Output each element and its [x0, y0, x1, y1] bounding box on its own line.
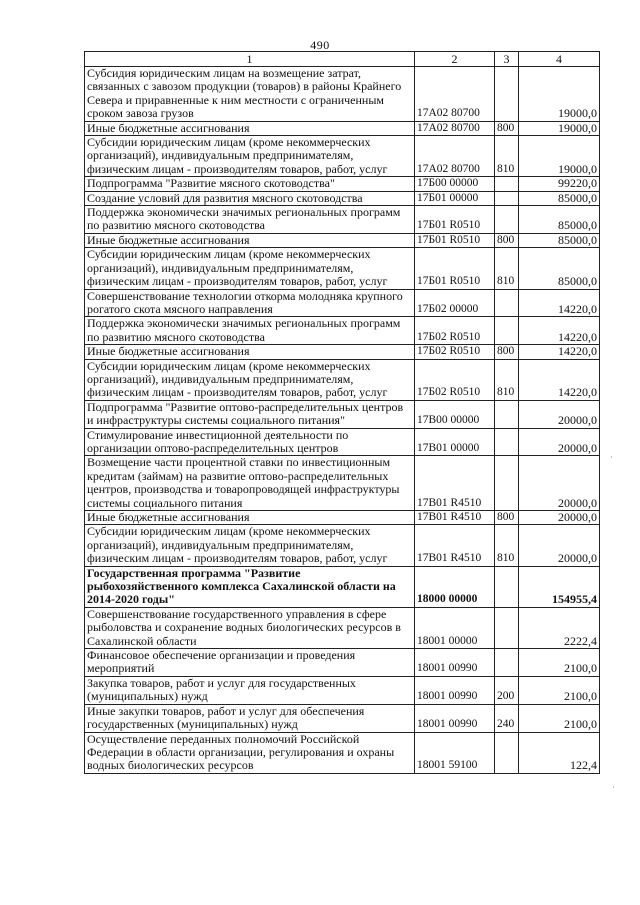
row-code-cell: 17А02 80700 [415, 136, 495, 177]
row-type-cell: 240 [495, 704, 519, 732]
row-amount-cell: 85000,0 [519, 233, 600, 247]
table-row [85, 428, 600, 456]
row-amount-cell: 2222,4 [519, 607, 600, 648]
row-type-cell [495, 649, 519, 677]
row-code-cell: 17В00 00000 [415, 400, 495, 428]
table-row [85, 317, 600, 345]
table-row [85, 359, 600, 400]
row-type-cell [495, 177, 519, 191]
row-amount-cell: 99220,0 [519, 177, 600, 191]
row-name-cell: Субсидии юридическим лицам (кроме некоммерческих организаций), индивидуальным предпринимателям, физическим лицам - производителям товаров, работ, услуг [85, 136, 415, 177]
row-amount-cell: 2100,0 [519, 676, 600, 704]
row-name-cell: Субсидии юридическим лицам (кроме некоммерческих организаций), индивидуальным предпринимателям, физическим лицам - производителям товаров, работ, услуг [85, 525, 415, 566]
row-name-cell: Закупка товаров, работ и услуг для государственных (муниципальных) нужд [85, 676, 415, 704]
row-type-cell [495, 607, 519, 648]
row-type-cell: 800 [495, 121, 519, 135]
row-name-cell: Стимулирование инвестиционной деятельности по организации оптово-распределительных центров [85, 428, 415, 456]
row-code-cell: 18001 59100 [415, 732, 495, 773]
row-amount-cell: 85000,0 [519, 191, 600, 205]
row-amount-cell: 14220,0 [519, 345, 600, 359]
column-header-name: 1 [85, 52, 415, 67]
row-type-cell [495, 67, 519, 122]
page-number: 490 [310, 38, 330, 52]
row-amount-cell: 20000,0 [519, 456, 600, 511]
row-amount-cell: 154955,4 [519, 566, 600, 607]
row-type-cell [495, 400, 519, 428]
row-type-cell: 810 [495, 136, 519, 177]
row-amount-cell: 14220,0 [519, 317, 600, 345]
row-code-cell: 17Б02 R0510 [415, 317, 495, 345]
scan-mark: · [612, 782, 615, 792]
row-type-cell: 810 [495, 248, 519, 289]
table-row [85, 607, 600, 648]
row-type-cell: 200 [495, 676, 519, 704]
row-code-cell: 17Б01 R0510 [415, 248, 495, 289]
table-row [85, 566, 600, 607]
row-amount-cell: 85000,0 [519, 206, 600, 234]
row-code-cell: 18001 00990 [415, 649, 495, 677]
row-type-cell: 800 [495, 233, 519, 247]
row-name-cell: Совершенствование государственного управления в сфере рыболовства и сохранение водных биологических ресурсов в Сахалинской области [85, 607, 415, 648]
table-row [85, 233, 600, 247]
row-name-cell: Совершенствование технологии откорма молодняка крупного рогатого скота мясного направления [85, 289, 415, 317]
row-name-cell: Возмещение части процентной ставки по инвестиционным кредитам (займам) на развитие оптово-распределительных центров, производства и товаропроводящей инфраструктуры системы социального питания [85, 456, 415, 511]
table-row [85, 191, 600, 205]
row-name-cell: Иные бюджетные ассигнования [85, 511, 415, 525]
row-code-cell: 17В01 R4510 [415, 456, 495, 511]
row-name-cell: Иные бюджетные ассигнования [85, 233, 415, 247]
table-header-row [85, 52, 600, 67]
row-name-cell: Государственная программа "Развитие рыбохозяйственного комплекса Сахалинской области на 2014-2020 годы" [85, 566, 415, 607]
row-code-cell: 17Б00 00000 [415, 177, 495, 191]
row-name-cell: Осуществление переданных полномочий Российской Федерации в области организации, регулирования и охраны водных биологических ресурсов [85, 732, 415, 773]
table-row [85, 248, 600, 289]
table-row [85, 456, 600, 511]
row-code-cell: 17Б02 R0510 [415, 359, 495, 400]
row-code-cell: 17А02 80700 [415, 67, 495, 122]
table-row [85, 704, 600, 732]
column-header-code: 2 [415, 52, 495, 67]
row-name-cell: Подпрограмма "Развитие мясного скотоводства" [85, 177, 415, 191]
row-amount-cell: 20000,0 [519, 511, 600, 525]
row-name-cell: Субсидия юридическим лицам на возмещение затрат, связанных с завозом продукции (товаров) в районы Крайнего Севера и приравненные к ним местности с ограниченным сроком завоза грузов [85, 67, 415, 122]
row-code-cell: 17Б02 00000 [415, 289, 495, 317]
row-type-cell [495, 428, 519, 456]
row-code-cell: 17Б01 R0510 [415, 233, 495, 247]
row-code-cell: 18001 00990 [415, 676, 495, 704]
row-name-cell: Создание условий для развития мясного скотоводства [85, 191, 415, 205]
row-amount-cell: 19000,0 [519, 136, 600, 177]
table-row [85, 525, 600, 566]
table-row [85, 732, 600, 773]
table-row [85, 511, 600, 525]
row-type-cell [495, 206, 519, 234]
row-amount-cell: 122,4 [519, 732, 600, 773]
row-code-cell: 17Б02 R0510 [415, 345, 495, 359]
row-name-cell: Поддержка экономически значимых региональных программ по развитию мясного скотоводства [85, 317, 415, 345]
row-name-cell: Субсидии юридическим лицам (кроме некоммерческих организаций), индивидуальным предпринимателям, физическим лицам - производителям товаров, работ, услуг [85, 248, 415, 289]
row-type-cell [495, 289, 519, 317]
table-row [85, 289, 600, 317]
column-header-amount: 4 [519, 52, 600, 67]
row-name-cell: Подпрограмма "Развитие оптово-распределительных центров и инфраструктуры системы социального питания" [85, 400, 415, 428]
row-code-cell: 18001 00990 [415, 704, 495, 732]
row-amount-cell: 14220,0 [519, 359, 600, 400]
table-row [85, 136, 600, 177]
row-name-cell: Субсидии юридическим лицам (кроме некоммерческих организаций), индивидуальным предпринимателям, физическим лицам - производителям товаров, работ, услуг [85, 359, 415, 400]
row-name-cell: Поддержка экономически значимых региональных программ по развитию мясного скотоводства [85, 206, 415, 234]
row-amount-cell: 19000,0 [519, 67, 600, 122]
row-code-cell: 17А02 80700 [415, 121, 495, 135]
row-code-cell: 18000 00000 [415, 566, 495, 607]
row-type-cell: 800 [495, 345, 519, 359]
column-header-type: 3 [495, 52, 519, 67]
row-amount-cell: 85000,0 [519, 248, 600, 289]
row-type-cell: 800 [495, 511, 519, 525]
row-type-cell [495, 456, 519, 511]
table-row [85, 676, 600, 704]
row-name-cell: Иные бюджетные ассигнования [85, 121, 415, 135]
row-type-cell [495, 317, 519, 345]
row-name-cell: Финансовое обеспечение организации и проведения мероприятий [85, 649, 415, 677]
row-code-cell: 17В01 R4510 [415, 511, 495, 525]
row-code-cell: 17Б01 R0510 [415, 206, 495, 234]
table-row [85, 121, 600, 135]
row-type-cell: 810 [495, 525, 519, 566]
row-amount-cell: 2100,0 [519, 704, 600, 732]
row-amount-cell: 19000,0 [519, 121, 600, 135]
row-name-cell: Иные бюджетные ассигнования [85, 345, 415, 359]
row-type-cell: 810 [495, 359, 519, 400]
row-code-cell: 17В01 00000 [415, 428, 495, 456]
row-type-cell [495, 566, 519, 607]
row-type-cell [495, 191, 519, 205]
table-row [85, 345, 600, 359]
table-row [85, 67, 600, 122]
table-row [85, 649, 600, 677]
row-amount-cell: 20000,0 [519, 525, 600, 566]
row-amount-cell: 20000,0 [519, 400, 600, 428]
scan-mark: · [610, 452, 613, 462]
table-row [85, 206, 600, 234]
row-code-cell: 17Б01 00000 [415, 191, 495, 205]
table-row [85, 177, 600, 191]
row-amount-cell: 20000,0 [519, 428, 600, 456]
row-amount-cell: 2100,0 [519, 649, 600, 677]
row-amount-cell: 14220,0 [519, 289, 600, 317]
row-code-cell: 18001 00000 [415, 607, 495, 648]
table-row [85, 400, 600, 428]
row-name-cell: Иные закупки товаров, работ и услуг для обеспечения государственных (муниципальных) нужд [85, 704, 415, 732]
row-type-cell [495, 732, 519, 773]
row-code-cell: 17В01 R4510 [415, 525, 495, 566]
budget-table [84, 51, 600, 774]
